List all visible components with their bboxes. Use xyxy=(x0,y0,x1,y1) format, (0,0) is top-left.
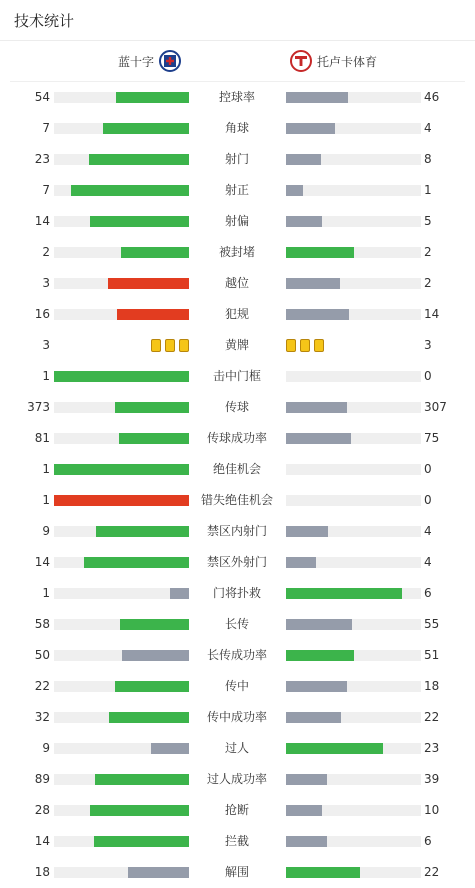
stat-label: 击中门框 xyxy=(212,369,261,383)
stat-label: 长传 xyxy=(224,617,249,631)
stat-row xyxy=(0,733,475,764)
away-value: 75 xyxy=(424,431,440,445)
home-value: 14 xyxy=(34,834,50,848)
home-bar-fill xyxy=(128,867,189,878)
home-bar-track xyxy=(54,619,189,630)
home-bar-fill xyxy=(119,433,189,444)
yellow-card-icon xyxy=(286,339,296,352)
away-bar-track xyxy=(286,588,421,599)
home-yellow-cards xyxy=(151,339,189,352)
home-value: 3 xyxy=(42,276,50,290)
away-value: 6 xyxy=(424,586,432,600)
away-bar-track xyxy=(286,185,421,196)
away-value: 22 xyxy=(424,710,440,724)
home-bar-fill xyxy=(115,681,189,692)
home-value: 22 xyxy=(34,679,50,693)
home-bar-fill xyxy=(96,526,189,537)
away-value: 4 xyxy=(424,524,432,538)
home-bar-fill xyxy=(170,588,189,599)
away-bar-fill xyxy=(286,216,322,227)
stat-label: 犯规 xyxy=(224,307,249,321)
home-bar-track xyxy=(54,650,189,661)
away-bar-fill xyxy=(286,526,328,537)
home-bar-track xyxy=(54,774,189,785)
stat-row xyxy=(0,361,475,392)
stat-label: 控球率 xyxy=(218,90,255,104)
away-value: 0 xyxy=(424,493,432,507)
yellow-card-icon xyxy=(165,339,175,352)
away-bar-fill xyxy=(286,681,347,692)
home-bar-fill xyxy=(121,247,189,258)
away-bar-track xyxy=(286,278,421,289)
stat-row xyxy=(0,144,475,175)
away-bar-fill xyxy=(286,867,360,878)
home-value: 7 xyxy=(42,121,50,135)
away-value: 8 xyxy=(424,152,432,166)
stat-label: 角球 xyxy=(224,121,249,135)
away-bar-track xyxy=(286,92,421,103)
home-bar-fill xyxy=(115,402,189,413)
teams-header xyxy=(10,41,465,82)
stat-label: 传中成功率 xyxy=(206,710,267,724)
home-bar-track xyxy=(54,371,189,382)
home-bar-fill xyxy=(151,743,189,754)
stat-row xyxy=(0,299,475,330)
home-bar-fill xyxy=(54,495,189,506)
home-bar-fill xyxy=(90,805,189,816)
stat-label: 拦截 xyxy=(224,834,249,848)
stat-label: 黄牌 xyxy=(224,338,249,352)
away-value: 51 xyxy=(424,648,440,662)
away-bar-track xyxy=(286,867,421,878)
home-bar-fill xyxy=(117,309,189,320)
home-value: 14 xyxy=(34,214,50,228)
home-bar-track xyxy=(54,123,189,134)
away-value: 23 xyxy=(424,741,440,755)
home-bar-track xyxy=(54,154,189,165)
stat-row xyxy=(0,516,475,547)
home-value: 2 xyxy=(42,245,50,259)
home-value: 54 xyxy=(34,90,50,104)
away-bar-fill xyxy=(286,743,383,754)
home-bar-fill xyxy=(54,371,189,382)
away-bar-track xyxy=(286,619,421,630)
home-value: 89 xyxy=(34,772,50,786)
away-bar-track xyxy=(286,402,421,413)
home-bar-track xyxy=(54,805,189,816)
away-value: 22 xyxy=(424,865,440,879)
away-bar-fill xyxy=(286,774,327,785)
stat-row xyxy=(0,206,475,237)
away-value: 14 xyxy=(424,307,440,321)
stat-label: 过人 xyxy=(224,741,249,755)
away-bar-fill xyxy=(286,402,347,413)
home-bar-fill xyxy=(116,92,189,103)
home-bar-fill xyxy=(108,278,189,289)
stat-label: 传中 xyxy=(224,679,249,693)
stat-row xyxy=(0,764,475,795)
home-bar-track xyxy=(54,402,189,413)
home-bar-track xyxy=(54,743,189,754)
home-value: 14 xyxy=(34,555,50,569)
away-bar-fill xyxy=(286,309,349,320)
stat-label: 传球 xyxy=(224,400,249,414)
stat-row xyxy=(0,609,475,640)
yellow-card-icon xyxy=(300,339,310,352)
away-bar-track xyxy=(286,650,421,661)
away-team-logo-icon xyxy=(290,50,312,72)
stat-label: 过人成功率 xyxy=(206,772,267,786)
stat-row xyxy=(0,578,475,609)
away-bar-fill xyxy=(286,588,402,599)
away-bar-fill xyxy=(286,619,352,630)
home-value: 373 xyxy=(27,400,50,414)
away-yellow-cards xyxy=(286,339,324,352)
away-bar-fill xyxy=(286,123,335,134)
home-bar-fill xyxy=(103,123,189,134)
away-value: 5 xyxy=(424,214,432,228)
stat-label: 禁区外射门 xyxy=(206,555,267,569)
home-value: 3 xyxy=(42,338,50,352)
stat-row xyxy=(0,392,475,423)
stat-row xyxy=(0,702,475,733)
away-bar-track xyxy=(286,371,421,382)
away-bar-track xyxy=(286,774,421,785)
stat-row xyxy=(0,485,475,516)
away-bar-track xyxy=(286,123,421,134)
home-team-logo-icon xyxy=(159,50,181,72)
away-bar-fill xyxy=(286,557,316,568)
away-value: 4 xyxy=(424,121,432,135)
away-bar-track xyxy=(286,495,421,506)
away-bar-fill xyxy=(286,433,351,444)
yellow-card-icon xyxy=(314,339,324,352)
stat-row xyxy=(0,640,475,671)
home-value: 9 xyxy=(42,741,50,755)
stat-label: 传球成功率 xyxy=(206,431,267,445)
home-bar-track xyxy=(54,867,189,878)
stat-row xyxy=(0,268,475,299)
stat-label: 门将扑救 xyxy=(212,586,261,600)
home-value: 58 xyxy=(34,617,50,631)
home-bar-fill xyxy=(120,619,189,630)
away-value: 307 xyxy=(424,400,447,414)
home-value: 23 xyxy=(34,152,50,166)
home-bar-track xyxy=(54,309,189,320)
home-bar-track xyxy=(54,433,189,444)
stat-label: 被封堵 xyxy=(218,245,255,259)
stat-row xyxy=(0,857,475,888)
stat-row xyxy=(0,454,475,485)
home-value: 1 xyxy=(42,586,50,600)
away-bar-track xyxy=(286,433,421,444)
away-team[interactable] xyxy=(290,49,377,73)
home-bar-track xyxy=(54,836,189,847)
home-bar-fill xyxy=(109,712,189,723)
home-value: 16 xyxy=(34,307,50,321)
home-value: 28 xyxy=(34,803,50,817)
away-bar-fill xyxy=(286,836,327,847)
home-bar-fill xyxy=(90,216,189,227)
stat-label: 射门 xyxy=(224,152,249,166)
stat-label: 禁区内射门 xyxy=(206,524,267,538)
home-bar-fill xyxy=(95,774,189,785)
away-bar-fill xyxy=(286,185,303,196)
home-bar-track xyxy=(54,712,189,723)
home-bar-track xyxy=(54,216,189,227)
home-value: 1 xyxy=(42,369,50,383)
away-value: 18 xyxy=(424,679,440,693)
yellow-card-icon xyxy=(179,339,189,352)
away-bar-track xyxy=(286,526,421,537)
home-bar-track xyxy=(54,588,189,599)
away-bar-fill xyxy=(286,712,341,723)
away-bar-track xyxy=(286,712,421,723)
away-value: 4 xyxy=(424,555,432,569)
away-bar-fill xyxy=(286,247,354,258)
stat-label: 长传成功率 xyxy=(206,648,267,662)
away-bar-track xyxy=(286,681,421,692)
stat-row xyxy=(0,547,475,578)
away-value: 10 xyxy=(424,803,440,817)
home-value: 32 xyxy=(34,710,50,724)
home-bar-track xyxy=(54,464,189,475)
stat-label: 射偏 xyxy=(224,214,249,228)
away-bar-track xyxy=(286,836,421,847)
stat-row xyxy=(0,423,475,454)
away-value: 39 xyxy=(424,772,440,786)
home-bar-track xyxy=(54,185,189,196)
home-bar-track xyxy=(54,278,189,289)
home-bar-fill xyxy=(89,154,189,165)
away-bar-fill xyxy=(286,650,354,661)
away-value: 1 xyxy=(424,183,432,197)
stat-label: 抢断 xyxy=(224,803,249,817)
home-bar-fill xyxy=(84,557,189,568)
home-value: 7 xyxy=(42,183,50,197)
home-bar-track xyxy=(54,526,189,537)
home-team[interactable] xyxy=(118,49,181,73)
home-value: 81 xyxy=(34,431,50,445)
away-bar-fill xyxy=(286,805,322,816)
away-bar-fill xyxy=(286,278,340,289)
home-value: 1 xyxy=(42,493,50,507)
home-bar-track xyxy=(54,557,189,568)
stat-row xyxy=(0,82,475,113)
away-bar-track xyxy=(286,247,421,258)
home-bar-track xyxy=(54,92,189,103)
away-bar-track xyxy=(286,805,421,816)
home-value: 1 xyxy=(42,462,50,476)
page-title: 技术统计 xyxy=(14,11,75,30)
stat-row xyxy=(0,330,475,361)
away-team-name: 托卢卡体育 xyxy=(317,54,378,69)
home-value: 9 xyxy=(42,524,50,538)
home-bar-fill xyxy=(122,650,189,661)
stat-label: 越位 xyxy=(224,276,249,290)
away-value: 2 xyxy=(424,276,432,290)
stat-label: 射正 xyxy=(224,183,249,197)
away-value: 6 xyxy=(424,834,432,848)
away-value: 0 xyxy=(424,462,432,476)
home-bar-fill xyxy=(71,185,189,196)
away-value: 55 xyxy=(424,617,440,631)
away-bar-track xyxy=(286,464,421,475)
home-value: 18 xyxy=(34,865,50,879)
away-bar-track xyxy=(286,154,421,165)
home-team-name: 蓝十字 xyxy=(117,54,154,69)
home-bar-track xyxy=(54,681,189,692)
stat-label: 解围 xyxy=(224,865,249,879)
home-value: 50 xyxy=(34,648,50,662)
away-bar-track xyxy=(286,743,421,754)
stat-row xyxy=(0,113,475,144)
away-bar-fill xyxy=(286,92,348,103)
away-bar-track xyxy=(286,216,421,227)
stat-row xyxy=(0,175,475,206)
away-bar-fill xyxy=(286,154,321,165)
stat-row xyxy=(0,795,475,826)
home-bar-track xyxy=(54,495,189,506)
away-bar-track xyxy=(286,309,421,320)
stat-label: 错失绝佳机会 xyxy=(200,493,273,507)
yellow-card-icon xyxy=(151,339,161,352)
away-value: 2 xyxy=(424,245,432,259)
header xyxy=(0,0,475,41)
away-value: 3 xyxy=(424,338,432,352)
stat-label: 绝佳机会 xyxy=(212,462,261,476)
home-bar-fill xyxy=(94,836,189,847)
home-bar-fill xyxy=(54,464,189,475)
away-value: 46 xyxy=(424,90,440,104)
stat-row xyxy=(0,826,475,857)
away-value: 0 xyxy=(424,369,432,383)
home-bar-track xyxy=(54,247,189,258)
away-bar-track xyxy=(286,557,421,568)
stat-row xyxy=(0,237,475,268)
stat-row xyxy=(0,671,475,702)
